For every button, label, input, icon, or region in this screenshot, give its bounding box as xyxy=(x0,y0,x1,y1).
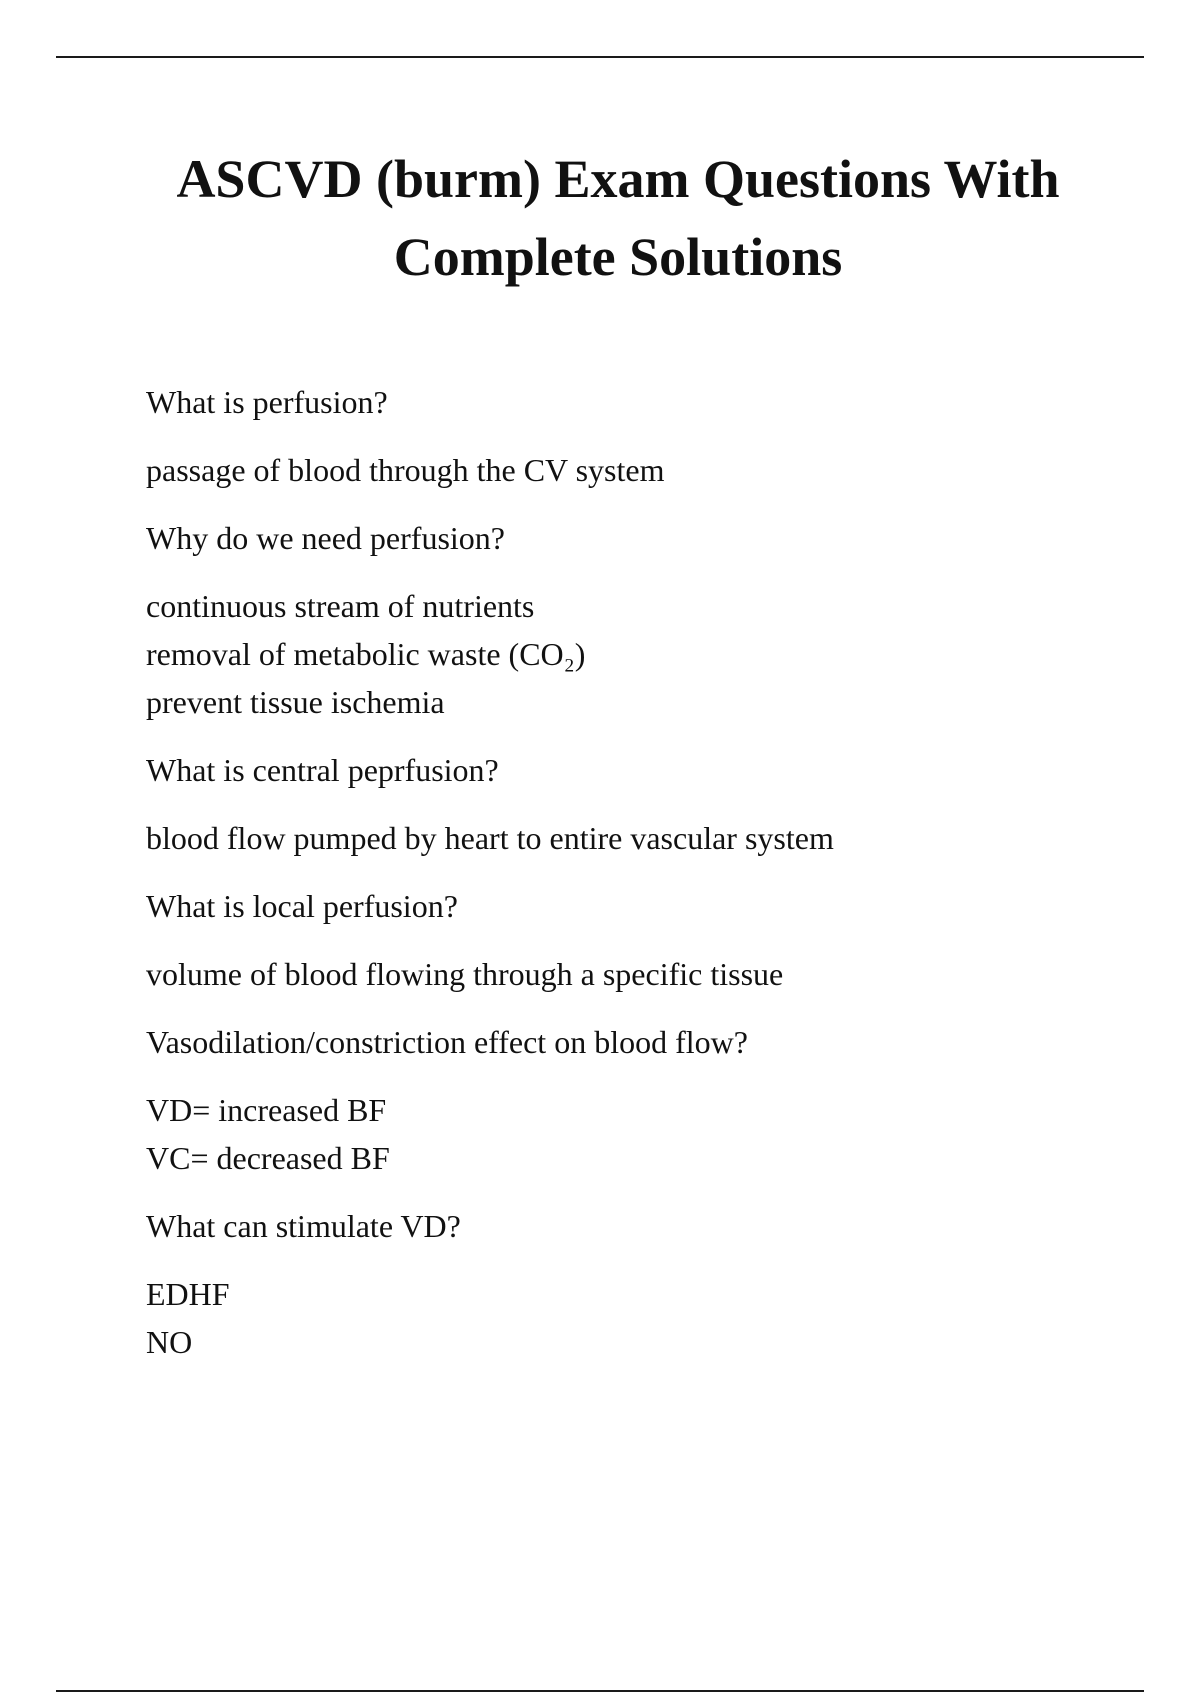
question-2 xyxy=(146,514,1106,562)
question-3 xyxy=(146,746,1106,794)
title-line-2: Complete Solutions xyxy=(393,227,843,287)
question-1 xyxy=(146,378,1106,426)
answer-3 xyxy=(146,814,1106,862)
question-text: Why do we need perfusion? xyxy=(146,520,505,556)
page-title xyxy=(100,140,1136,296)
answer-text: blood flow pumped by heart to entire vascular system xyxy=(146,820,834,856)
answer-4 xyxy=(146,950,1106,998)
footer-rule xyxy=(56,1690,1144,1692)
question-text: What is central peprfusion? xyxy=(146,752,499,788)
question-4 xyxy=(146,882,1106,930)
qa-list xyxy=(146,378,1106,1386)
answer-text: removal of metabolic waste (CO₂) xyxy=(146,636,586,672)
question-text: What can stimulate VD? xyxy=(146,1208,461,1244)
answer-text: volume of blood flowing through a specific tissue xyxy=(146,956,784,992)
question-text: What is local perfusion? xyxy=(146,888,458,924)
answer-text: VC= decreased BF xyxy=(146,1140,390,1176)
answer-text: prevent tissue ischemia xyxy=(146,684,445,720)
question-6 xyxy=(146,1202,1106,1250)
question-text: What is perfusion? xyxy=(146,384,388,420)
title-line-1: ASCVD (burm) Exam Questions With xyxy=(176,149,1060,209)
answer-2 xyxy=(146,582,1106,726)
answer-1 xyxy=(146,446,1106,494)
answer-text: continuous stream of nutrients xyxy=(146,588,535,624)
answer-5 xyxy=(146,1086,1106,1182)
answer-text: NO xyxy=(146,1324,193,1360)
answer-text: EDHF xyxy=(146,1276,230,1312)
answer-6 xyxy=(146,1270,1106,1366)
question-5 xyxy=(146,1018,1106,1066)
answer-text: passage of blood through the CV system xyxy=(146,452,665,488)
question-text: Vasodilation/constriction effect on blood flow? xyxy=(146,1024,748,1060)
answer-text: VD= increased BF xyxy=(146,1092,387,1128)
header-rule xyxy=(56,56,1144,58)
